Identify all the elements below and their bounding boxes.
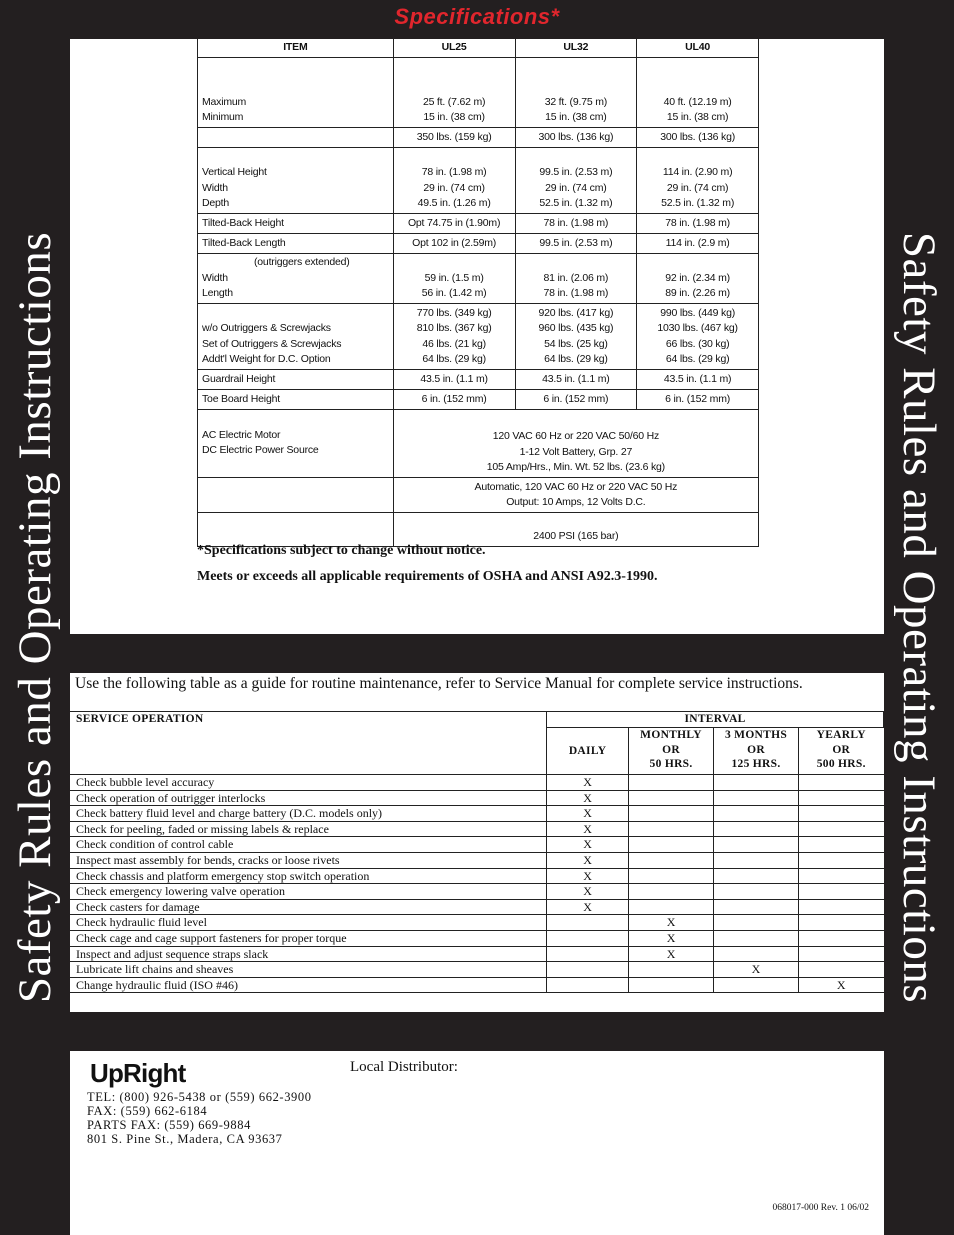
interval-mark [547,930,629,946]
spec-ul25-value: 49.5 in. (1.26 m) [417,197,491,209]
spec-ul25-cell [393,233,515,253]
spec-ul40-value: 300 lbs. (136 kg) [660,131,736,143]
maintenance-row [70,884,884,900]
maintenance-operation: Inspect mast assembly for bends, cracks or loose rivets [70,852,547,868]
spec-charger-value: Automatic, 120 VAC 60 Hz or 220 VAC 50 Hz [474,480,678,493]
spec-power-value: 1-12 Volt Battery, Grp. 27 [519,445,633,458]
spec-pressure-row [198,512,759,546]
spec-ul25-cell [393,127,515,147]
interval-header [547,728,629,775]
interval-mark [629,884,714,900]
spec-row [198,213,759,233]
spec-item-label: DC Electric Power Source [202,444,319,456]
interval-mark [799,946,884,962]
spec-ul25-value: 29 in. (74 cm) [423,181,485,194]
spec-ul32-cell [515,213,637,233]
spec-ul40-cell [637,233,759,253]
interval-header [799,728,884,775]
spec-ul40-cell [637,389,759,409]
interval-mark: X [629,930,714,946]
maintenance-intro: Use the following table as a guide for routine maintenance, refer to Service Manual for complete service instructions. [75,675,803,692]
spec-charger-value-cell [393,477,758,512]
interval-header-line: OR [832,743,851,756]
interval-mark: X [547,790,629,806]
interval-mark [799,930,884,946]
spec-charger-value: Output: 10 Amps, 12 Volts D.C. [506,496,646,508]
interval-mark [714,930,799,946]
maintenance-operation: Check hydraulic fluid level [70,915,547,931]
spec-item-cell [198,477,394,512]
side-title-left: Safety Rules and Operating Instructions [9,231,61,1004]
interval-mark [714,915,799,931]
interval-mark [799,962,884,978]
spec-col-ul25: UL25 [393,39,515,57]
interval-mark [547,962,629,978]
spec-ul40-value: 89 in. (2.26 m) [665,287,730,299]
interval-mark [714,852,799,868]
spec-item-label: Width [202,181,228,194]
spec-ul25-cell [393,57,515,127]
spec-ul40-cell [637,213,759,233]
footer-panel [70,1051,884,1235]
maintenance-row [70,775,884,791]
maintenance-row [70,821,884,837]
spec-charger-row [198,477,759,512]
contact-info [87,1090,312,1146]
interval-mark [547,946,629,962]
interval-mark [629,977,714,993]
spec-col-item: ITEM [198,39,394,57]
interval-mark: X [547,884,629,900]
interval-mark [714,775,799,791]
interval-mark [799,775,884,791]
spec-ul40-value: 64 lbs. (29 kg) [665,353,730,365]
spec-item-label: Vertical Height [202,166,267,178]
spec-ul25-value: 43.5 in. (1.1 m) [420,373,488,385]
maintenance-row [70,852,884,868]
spec-pressure-value-cell [393,512,758,546]
spec-ul32-cell [515,147,637,213]
interval-mark [714,977,799,993]
maintenance-row [70,899,884,915]
maint-col-service: SERVICE OPERATION [70,712,547,775]
spec-ul32-value: 54 lbs. (25 kg) [544,337,608,350]
spec-ul40-value: 114 in. (2.9 m) [665,237,730,249]
maint-header-row [70,712,884,728]
spec-ul40-value: 40 ft. (12.19 m) [663,95,732,108]
maint-col-interval: INTERVAL [547,712,884,728]
interval-header-line: 3 MONTHS [724,729,788,741]
maintenance-row [70,806,884,822]
interval-mark [629,899,714,915]
interval-mark [547,915,629,931]
interval-mark [547,977,629,993]
spec-item-label: Addt'l Weight for D.C. Option [202,353,331,365]
interval-mark [629,962,714,978]
spec-ul25-value: 770 lbs. (349 kg) [416,306,492,319]
spec-ul32-value: 43.5 in. (1.1 m) [542,373,610,385]
maintenance-row [70,930,884,946]
interval-mark: X [547,821,629,837]
interval-header-line: 50 HRS. [649,758,693,770]
interval-mark [714,899,799,915]
spec-ul40-value: 114 in. (2.90 m) [662,166,733,178]
interval-mark [629,852,714,868]
interval-mark [799,868,884,884]
spec-ul32-cell [515,253,637,303]
spec-item-label: Tilted-Back Height [202,217,284,229]
spec-ul25-value: 25 ft. (7.62 m) [422,95,486,108]
interval-mark [714,806,799,822]
spec-ul25-cell [393,369,515,389]
interval-header-line: 500 HRS. [816,758,866,770]
spec-ul40-value: 15 in. (38 cm) [666,111,729,123]
spec-ul32-value: 920 lbs. (417 kg) [538,306,614,319]
maintenance-operation: Check condition of control cable [70,837,547,853]
maintenance-row [70,962,884,978]
interval-header-line: DAILY [568,744,607,757]
interval-mark [799,852,884,868]
spec-ul40-value: 1030 lbs. (467 kg) [657,322,738,334]
specifications-table [197,39,759,547]
spec-item-cell [198,512,394,546]
spec-ul32-cell [515,303,637,369]
spec-ul25-value: Opt 102 in (2.59m) [412,237,497,249]
interval-mark [714,884,799,900]
maintenance-operation: Change hydraulic fluid (ISO #46) [70,977,547,993]
spec-item-cell [198,409,394,477]
spec-item-label: Maximum [202,95,247,108]
spec-ul32-value: 64 lbs. (29 kg) [544,353,608,365]
spec-table-body [198,57,759,546]
spec-row [198,369,759,389]
maintenance-operation: Check casters for damage [70,899,547,915]
spec-ul25-cell [393,253,515,303]
spec-ul25-cell [393,389,515,409]
interval-mark: X [714,962,799,978]
maintenance-row [70,946,884,962]
interval-mark [714,821,799,837]
specifications-panel [70,39,884,634]
maintenance-panel [70,673,884,1012]
contact-fax: FAX: (559) 662-6184 [87,1104,208,1118]
maintenance-operation: Inspect and adjust sequence straps slack [70,946,547,962]
interval-mark: X [547,899,629,915]
spec-item-cell [198,57,394,127]
interval-header-line: MONTHLY [640,729,702,741]
maintenance-operation: Check for peeling, faded or missing labels & replace [70,821,547,837]
interval-mark: X [547,806,629,822]
interval-mark [799,915,884,931]
interval-mark [629,790,714,806]
spec-ul25-cell [393,303,515,369]
spec-power-value-cell [393,409,758,477]
spec-ul32-cell [515,369,637,389]
interval-header-line: OR [747,743,765,756]
spec-ul32-value: 300 lbs. (136 kg) [538,131,614,143]
spec-ul25-value: Opt 74.75 in (1.90m) [407,217,501,229]
spec-row [198,303,759,369]
interval-mark: X [799,977,884,993]
spec-item-cell [198,147,394,213]
spec-ul25-value: 78 in. (1.98 m) [421,166,487,178]
spec-ul40-value: 66 lbs. (30 kg) [665,337,730,350]
contact-parts-fax: PARTS FAX: (559) 669-9884 [87,1118,251,1132]
spec-pressure-value: 2400 PSI (165 bar) [533,530,619,542]
spec-ul32-value: 81 in. (2.06 m) [543,271,609,284]
spec-item-cell [198,369,394,389]
spec-ul32-value: 78 in. (1.98 m) [543,287,609,299]
spec-ul32-value: 6 in. (152 mm) [543,393,609,405]
spec-item-label: Guardrail Height [202,373,276,385]
maintenance-table [70,711,884,1008]
interval-mark: X [547,852,629,868]
interval-mark: X [547,775,629,791]
interval-mark [629,806,714,822]
maintenance-operation: Lubricate lift chains and sheaves [70,962,547,978]
interval-header-line: 125 HRS. [731,758,781,770]
maintenance-row [70,915,884,931]
spec-row [198,233,759,253]
spec-ul40-cell [637,127,759,147]
spec-item-cell [198,389,394,409]
interval-mark: X [547,837,629,853]
spec-ul25-value: 350 lbs. (159 kg) [416,131,492,143]
interval-mark [799,806,884,822]
spec-row [198,389,759,409]
spec-ul40-cell [637,57,759,127]
spec-ul32-value: 99.5 in. (2.53 m) [539,166,613,178]
side-title-right: Safety Rules and Operating Instructions [893,231,945,1004]
contact-tel: TEL: (800) 926-5438 or (559) 662-3900 [87,1090,312,1104]
spec-item-cell [198,303,394,369]
spec-ul25-value: 15 in. (38 cm) [423,111,485,123]
spec-ul40-value: 92 in. (2.34 m) [665,271,730,284]
interval-mark [629,821,714,837]
interval-mark [629,868,714,884]
spec-row [198,147,759,213]
maintenance-table-body [70,775,884,1009]
spec-power-value: 105 Amp/Hrs., Min. Wt. 52 lbs. (23.6 kg) [486,461,665,473]
spec-item-label: Set of Outriggers & Screwjacks [202,337,342,350]
contact-address: 801 S. Pine St., Madera, CA 93637 [87,1132,283,1146]
spec-col-ul32: UL32 [515,39,637,57]
spec-ul32-value: 960 lbs. (435 kg) [538,322,614,334]
spec-item-cell [198,127,394,147]
upright-logo: UpRight [90,1058,186,1088]
spec-row [198,127,759,147]
spec-ul25-value: 810 lbs. (367 kg) [416,322,492,334]
maintenance-operation: Check cage and cage support fasteners for proper torque [70,930,547,946]
interval-mark [714,790,799,806]
spec-ul32-value: 15 in. (38 cm) [545,111,607,123]
spec-item-cell [198,233,394,253]
spec-ul25-cell [393,147,515,213]
maintenance-operation: Check battery fluid level and charge battery (D.C. models only) [70,806,547,822]
spec-item-label: w/o Outriggers & Screwjacks [202,322,331,334]
interval-mark [714,837,799,853]
maintenance-operation: Check emergency lowering valve operation [70,884,547,900]
spec-ul25-cell [393,213,515,233]
spec-ul25-value: 46 lbs. (21 kg) [422,337,486,350]
maintenance-blank-cell [70,993,884,1009]
spec-ul32-cell [515,233,637,253]
maintenance-row [70,790,884,806]
interval-mark [799,884,884,900]
spec-item-cell [198,253,394,303]
interval-mark [714,946,799,962]
interval-header-line: OR [662,743,680,756]
spec-ul32-cell [515,57,637,127]
spec-ul25-value: 56 in. (1.42 m) [421,287,487,299]
specifications-heading: Specifications* [394,4,560,29]
spec-item-cell [198,213,394,233]
spec-item-label: Minimum [202,111,244,123]
spec-power-value: 120 VAC 60 Hz or 220 VAC 50/60 Hz [492,430,660,442]
spec-ul40-value: 6 in. (152 mm) [665,393,731,405]
spec-ul25-value: 59 in. (1.5 m) [424,271,484,284]
maintenance-operation: Check chassis and platform emergency stop switch operation [70,868,547,884]
interval-header [629,728,714,775]
spec-ul32-value: 78 in. (1.98 m) [543,217,609,229]
spec-col-ul40: UL40 [637,39,759,57]
spec-ul32-value: 29 in. (74 cm) [545,181,607,194]
interval-mark [799,837,884,853]
spec-ul40-value: 43.5 in. (1.1 m) [663,373,732,385]
spec-ul40-value: 78 in. (1.98 m) [665,217,730,229]
interval-header-line: YEARLY [816,729,866,741]
spec-ul32-value: 52.5 in. (1.32 m) [539,197,613,209]
maintenance-row [70,837,884,853]
spec-ul40-value: 52.5 in. (1.32 m) [661,197,735,209]
interval-mark [799,821,884,837]
spec-ul32-value: 99.5 in. (2.53 m) [539,237,613,249]
spec-disclaimer: *Specifications subject to change without notice. [197,543,486,558]
spec-item-label: Tilted-Back Length [202,237,286,249]
document-number: 068017-000 Rev. 1 06/02 [772,1203,869,1213]
interval-mark: X [629,946,714,962]
spec-row [198,253,759,303]
spec-header-row [198,39,759,57]
spec-ul40-value: 990 lbs. (449 kg) [660,306,736,319]
maintenance-row [70,977,884,993]
interval-mark [714,868,799,884]
maintenance-blank-row [70,993,884,1009]
interval-mark: X [629,915,714,931]
spec-ul40-cell [637,369,759,389]
interval-mark [629,837,714,853]
maintenance-operation: Check operation of outrigger interlocks [70,790,547,806]
spec-ul40-value: 29 in. (74 cm) [666,181,729,194]
spec-ul25-value: 64 lbs. (29 kg) [422,353,486,365]
spec-item-label: Width [202,271,228,284]
spec-item-label: (outriggers extended) [254,256,350,268]
spec-item-label: Toe Board Height [202,393,280,405]
spec-ul32-value: 32 ft. (9.75 m) [544,95,608,108]
maintenance-operation: Check bubble level accuracy [70,775,547,791]
spec-ul40-cell [637,303,759,369]
spec-compliance-note: Meets or exceeds all applicable requirements of OSHA and ANSI A92.3-1990. [197,569,658,584]
spec-row [198,57,759,127]
spec-item-label: AC Electric Motor [202,428,281,441]
interval-mark [629,775,714,791]
spec-ul40-cell [637,253,759,303]
spec-item-label: Depth [202,197,230,209]
local-distributor-label: Local Distributor: [350,1059,458,1075]
interval-mark [799,790,884,806]
spec-ul32-cell [515,127,637,147]
maintenance-row [70,868,884,884]
spec-ul32-cell [515,389,637,409]
spec-ul25-value: 6 in. (152 mm) [421,393,487,405]
spec-ul40-cell [637,147,759,213]
interval-header [714,728,799,775]
interval-mark [799,899,884,915]
spec-item-label: Length [202,287,233,299]
spec-power-row [198,409,759,477]
interval-mark: X [547,868,629,884]
